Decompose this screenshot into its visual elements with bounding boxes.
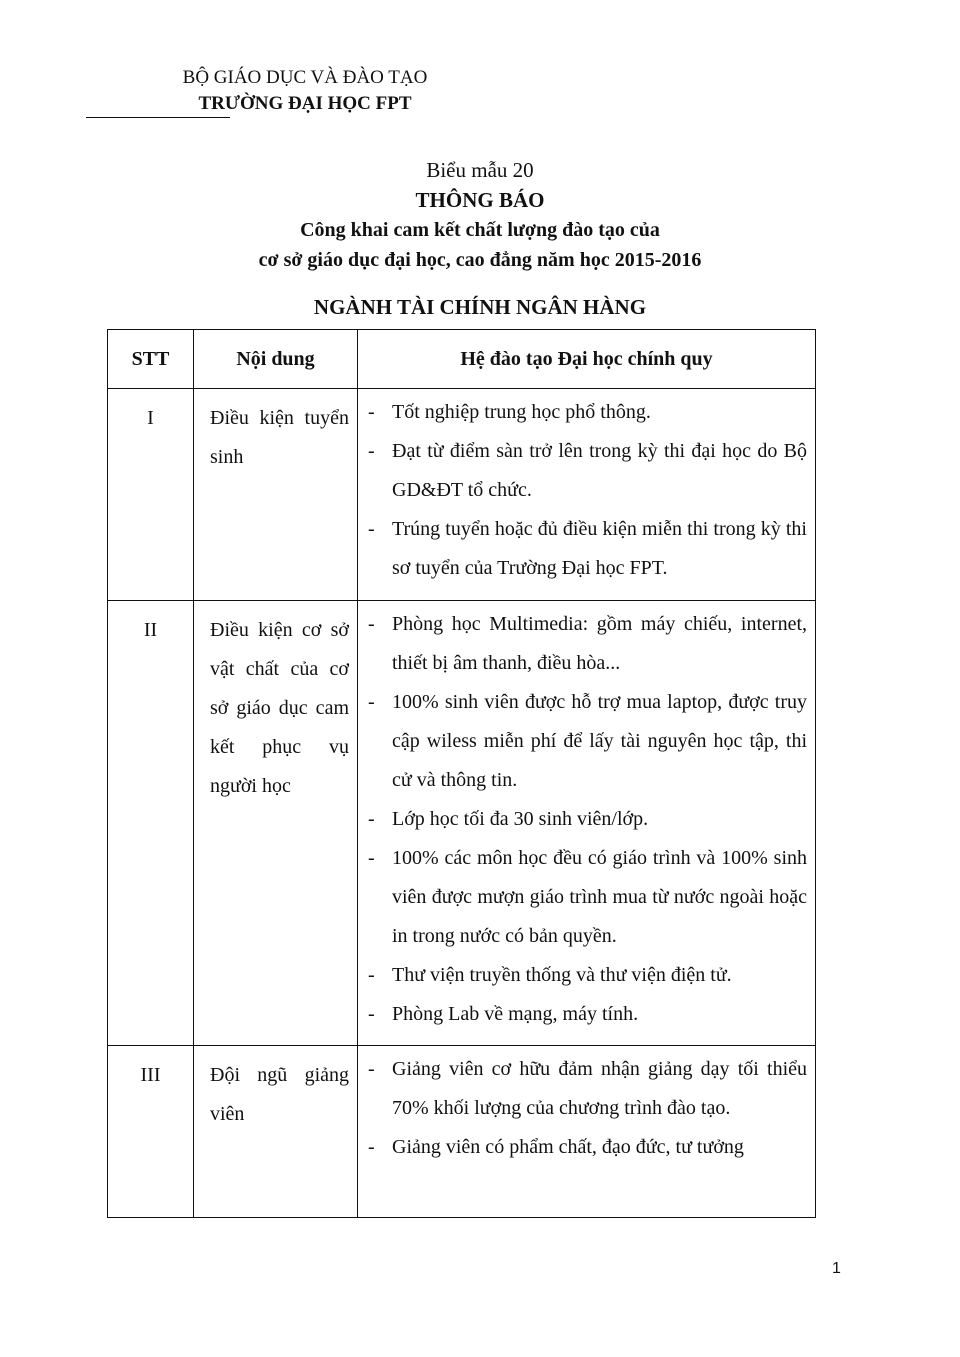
bullet-dash: - (368, 440, 375, 462)
document-header (140, 64, 470, 116)
list-item (368, 839, 807, 956)
row-content: Điều kiện tuyển sinh (194, 389, 358, 601)
table-row (108, 1046, 816, 1218)
bullet-dash: - (368, 691, 375, 713)
notice-title: THÔNG BÁO (415, 188, 545, 212)
list-item-text: Lớp học tối đa 30 sinh viên/lớp. (392, 808, 649, 830)
row-content: Đội ngũ giảng viên (194, 1046, 358, 1218)
list-item-text: Tốt nghiệp trung học phổ thông. (392, 401, 651, 423)
list-item (368, 683, 807, 800)
table-row (108, 601, 816, 1046)
list-item-text: Trúng tuyển hoặc đủ điều kiện miễn thi trong kỳ thi sơ tuyển của Trường Đại học FPT. (392, 518, 807, 579)
list-item-text: Phòng học Multimedia: gồm máy chiếu, internet, thiết bị âm thanh, điều hòa... (392, 613, 807, 674)
list-item (368, 510, 807, 588)
list-item-text: Phòng Lab về mạng, máy tính. (392, 1003, 639, 1025)
subtitle-line-2: cơ sở giáo dục đại học, cao đẳng năm học 2015-2016 (258, 249, 702, 271)
bullet-dash: - (368, 1058, 375, 1080)
list-item (368, 995, 807, 1034)
list-item-text: Giảng viên có phẩm chất, đạo đức, tư tưởng (392, 1136, 744, 1158)
bullet-dash: - (368, 518, 375, 540)
row-detail (358, 601, 816, 1046)
row-stt: I (108, 389, 194, 601)
row-stt: II (108, 601, 194, 1046)
list-item (368, 800, 807, 839)
list-item-text: Giảng viên cơ hữu đảm nhận giảng dạy tối thiểu 70% khối lượng của chương trình đào tạo. (392, 1058, 807, 1119)
bullet-dash: - (368, 401, 375, 423)
commitment-table (107, 329, 816, 1218)
row-content: Điều kiện cơ sở vật chất của cơ sở giáo dục cam kết phục vụ người học (194, 601, 358, 1046)
list-item-text: 100% sinh viên được hỗ trợ mua laptop, được truy cập wiless miễn phí để lấy tài nguyên học tập, thi cử và thông tin. (392, 691, 807, 791)
list-item-text: 100% các môn học đều có giáo trình và 100% sinh viên được mượn giáo trình mua từ nước ngoài hoặc in trong nước có bản quyền. (392, 847, 807, 947)
row-stt: III (108, 1046, 194, 1218)
row-detail (358, 389, 816, 601)
header-content: Nội dung (194, 330, 358, 389)
list-item (368, 432, 807, 510)
bullet-dash: - (368, 808, 375, 830)
list-item (368, 956, 807, 995)
form-number: Biểu mẫu 20 (426, 158, 534, 182)
bullet-dash: - (368, 1003, 375, 1025)
page-number: 1 (832, 1260, 841, 1277)
table-header-row (108, 330, 816, 389)
table-row (108, 389, 816, 601)
list-item (368, 605, 807, 683)
bullet-dash: - (368, 1136, 375, 1158)
row-detail (358, 1046, 816, 1218)
list-item (368, 1128, 807, 1167)
school-name-underline (86, 117, 230, 118)
title-block (0, 155, 960, 322)
bullet-dash: - (368, 847, 375, 869)
bullet-dash: - (368, 613, 375, 635)
school-name: TRƯỜNG ĐẠI HỌC FPT (198, 93, 412, 114)
subtitle-line-1: Công khai cam kết chất lượng đào tạo của (300, 219, 660, 241)
header-program: Hệ đào tạo Đại học chính quy (358, 330, 816, 389)
list-item-text: Thư viện truyền thống và thư viện điện tử. (392, 964, 732, 986)
major-title: NGÀNH TÀI CHÍNH NGÂN HÀNG (313, 295, 647, 319)
list-item (368, 393, 807, 432)
ministry-name: BỘ GIÁO DỤC VÀ ĐÀO TẠO (182, 67, 428, 88)
list-item-text: Đạt từ điểm sàn trở lên trong kỳ thi đại học do Bộ GD&ĐT tổ chức. (392, 440, 807, 501)
header-stt: STT (108, 330, 194, 389)
bullet-dash: - (368, 964, 375, 986)
list-item (368, 1050, 807, 1128)
